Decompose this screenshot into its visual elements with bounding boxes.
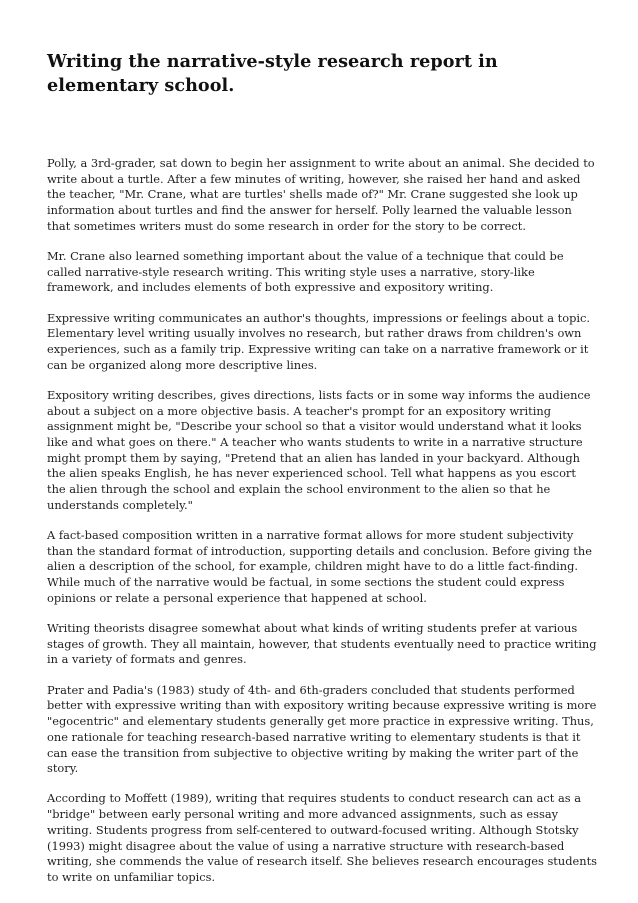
document-title: Writing the narrative-style research report in elementary school. <box>47 51 498 96</box>
paragraph-3: Expressive writing communicates an author's thoughts, impressions or feelings about a topic. Elementary level writing usually involves no research, but rather draws from children's own experiences, such as a family trip. Expressive writing can take on a narrative framework or it can be organized along more descriptive lines. <box>47 310 591 372</box>
paragraph-2: Mr. Crane also learned something important about the value of a technique that could be called narrative-style research writing. This writing style uses a narrative, story-like framework, and includes elements of both expressive and expository writing. <box>47 249 564 295</box>
paragraph-4: Expository writing describes, gives directions, lists facts or in some way informs the audience about a subject on a more objective basis. A teacher's prompt for an expository writing assignment might be, "Describe your school so that a visitor would understand what it looks like and what goes on there." A teacher who wants students to write in a narrative structure might prompt them by saying, "Pretend that an alien has landed in your backyard. Although the alien speaks English, he has never experienced school. Tell what happens as you escort the alien through the school and explain the school environment to the alien so that he understands completely." <box>47 387 591 512</box>
paragraph-6: Writing theorists disagree somewhat about what kinds of writing students prefer at various stages of growth. They all maintain, however, that students eventually need to practice writing in a variety of formats and genres. <box>47 621 597 667</box>
document-body <box>47 156 598 886</box>
paragraph-8: According to Moffett (1989), writing that requires students to conduct research can act as a "bridge" between early personal writing and more advanced assignments, such as essay writing. Students progress from self-centered to outward-focused writing. Although Stotsky (1993) might disagree about the value of using a narrative structure with research-based writing, she commends the value of research itself. She believes research encourages students to write on unfamiliar topics. <box>47 791 598 884</box>
paragraph-5: A fact-based composition written in a narrative format allows for more student subjectivity than the standard format of introduction, supporting details and conclusion. Before giving the alien a description of the school, for example, children might have to do a little fact-finding. While much of the narrative would be factual, in some sections the student could express opinions or relate a personal experience that happened at school. <box>47 528 592 605</box>
paragraph-1: Polly, a 3rd-grader, sat down to begin her assignment to write about an animal. She decided to write about a turtle. After a few minutes of writing, however, she raised her hand and asked the teacher, "Mr. Crane, what are turtles' shells made of?" Mr. Crane suggested she look up information about turtles and find the answer for herself. Polly learned the valuable lesson that sometimes writers must do some research in order for the story to be correct. <box>47 156 595 233</box>
paragraph-7: Prater and Padia's (1983) study of 4th- and 6th-graders concluded that students performed better with expressive writing than with expository writing because expressive writing is more "egocentric" and elementary students generally get more practice in expressive writing. Thus, one rationale for teaching research-based narrative writing to elementary students is that it can ease the transition from subjective to objective writing by making the writer part of the story. <box>47 682 597 776</box>
